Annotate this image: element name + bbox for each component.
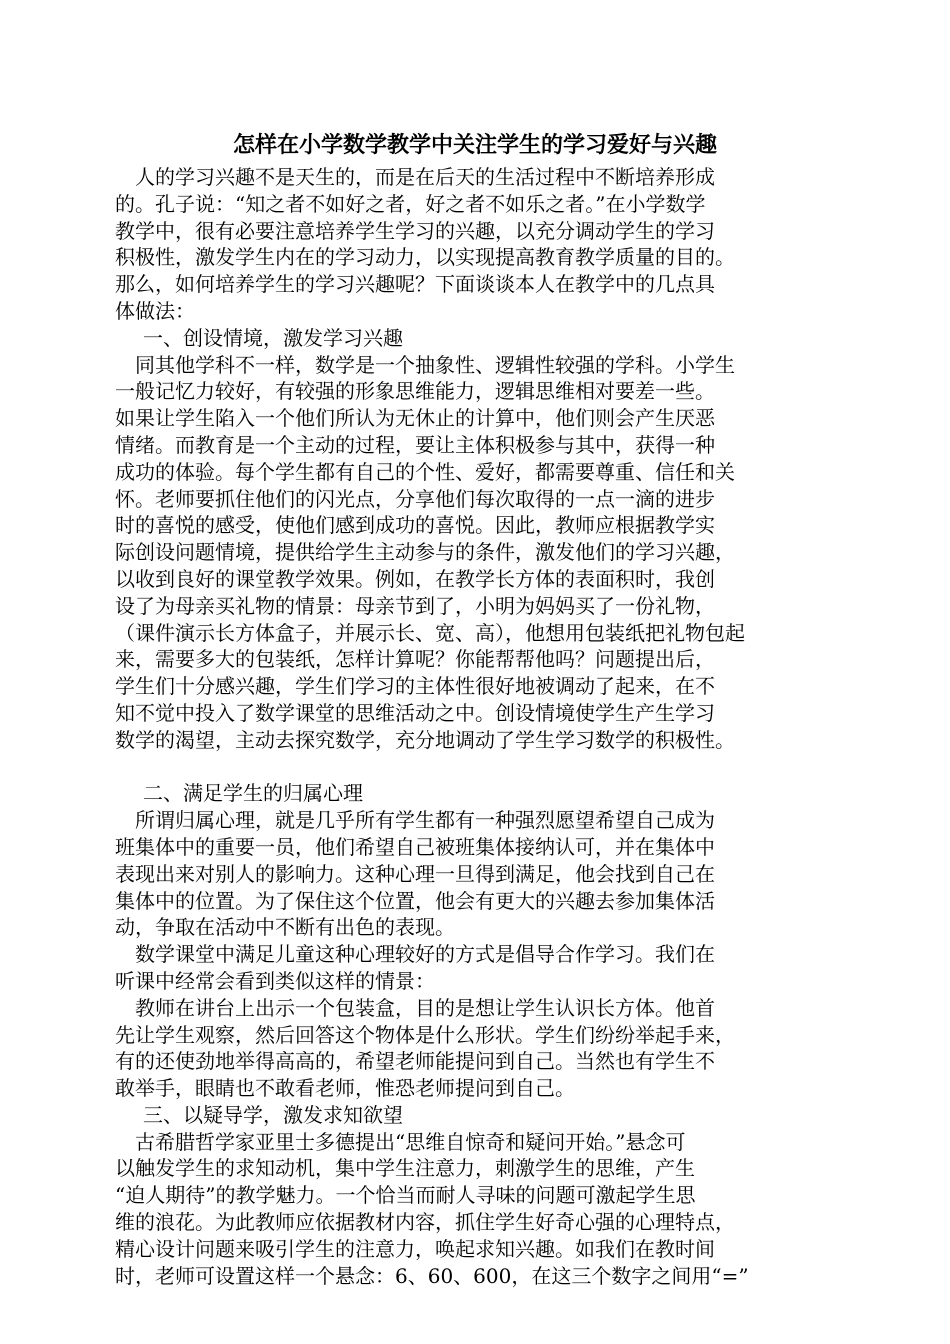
text-line: 学生们十分感兴趣，学生们学习的主体性很好地被调动了起来，在不 <box>115 674 715 699</box>
text-line: 所谓归属心理，就是几乎所有学生都有一种强烈愿望希望自己成为 <box>135 808 715 833</box>
text-line: 敢举手，眼睛也不敢看老师，惟恐老师提问到自己。 <box>115 1076 575 1101</box>
document-page <box>115 130 835 1289</box>
text-line: 体做法： <box>115 298 195 323</box>
text-line: 以收到良好的课堂教学效果。例如，在教学长方体的表面积时，我创 <box>115 566 715 591</box>
text-line: 时的喜悦的感受，使他们感到成功的喜悦。因此，教师应根据教学实 <box>115 513 715 538</box>
text-line: 时，老师可设置这样一个悬念：6、60、600，在这三个数字之间用“=” <box>115 1263 749 1288</box>
text-line: （课件演示长方体盒子，并展示长、宽、高），他想用包装纸把礼物包起 <box>115 620 745 645</box>
text-line: 成功的体验。每个学生都有自己的个性、爱好，都需要尊重、信任和关 <box>115 459 735 484</box>
text-line: 数学课堂中满足儿童这种心理较好的方式是倡导合作学习。我们在 <box>135 942 715 967</box>
text-line: 设了为母亲买礼物的情景：母亲节到了，小明为妈妈买了一份礼物， <box>115 593 715 618</box>
section-heading: 二、满足学生的归属心理 <box>143 781 363 806</box>
text-line: “迫人期待”的教学魅力。一个恰当而耐人寻味的问题可激起学生思 <box>115 1183 696 1208</box>
text-line: 数学的渴望，主动去探究数学，充分地调动了学生学习数学的积极性。 <box>115 727 735 752</box>
body-paragraph <box>115 807 835 941</box>
text-line: 情绪。而教育是一个主动的过程，要让主体积极参与其中，获得一种 <box>115 432 715 457</box>
body-paragraph <box>115 995 835 1102</box>
section-heading: 三、以疑导学，激发求知欲望 <box>143 1102 403 1127</box>
intro-paragraph <box>115 164 835 325</box>
text-line: 古希腊哲学家亚里士多德提出“思维自惊奇和疑问开始。”悬念可 <box>135 1129 686 1154</box>
text-line: 积极性，激发学生内在的学习动力，以实现提高教育教学质量的目的。 <box>115 245 735 270</box>
text-line: 来，需要多大的包装纸，怎样计算呢？你能帮帮他吗？问题提出后， <box>115 647 715 672</box>
text-line: 先让学生观察，然后回答这个物体是什么形状。学生们纷纷举起手来， <box>115 1022 735 1047</box>
text-line: 怀。老师要抓住他们的闪光点，分享他们每次取得的一点一滴的进步 <box>115 486 715 511</box>
text-line: 一般记忆力较好，有较强的形象思维能力，逻辑思维相对要差一些。 <box>115 379 715 404</box>
body-paragraph <box>115 1129 835 1290</box>
text-line: 的。孔子说：“知之者不如好之者，好之者不如乐之者。”在小学数学 <box>115 191 706 216</box>
text-line: 同其他学科不一样，数学是一个抽象性、逻辑性较强的学科。小学生 <box>135 352 735 377</box>
text-line: 有的还使劲地举得高高的，希望老师能提问到自己。当然也有学生不 <box>115 1049 715 1074</box>
text-line: 集体中的位置。为了保住这个位置，他会有更大的兴趣去参加集体活 <box>115 888 715 913</box>
blank-line <box>115 754 835 781</box>
text-line: 以触发学生的求知动机，集中学生注意力，刺激学生的思维，产生 <box>115 1156 695 1181</box>
text-line: 精心设计问题来吸引学生的注意力，唤起求知兴趣。如我们在教时间 <box>115 1236 715 1261</box>
text-line: 那么，如何培养学生的学习兴趣呢？下面谈谈本人在教学中的几点具 <box>115 272 715 297</box>
text-line: 人的学习兴趣不是天生的，而是在后天的生活过程中不断培养形成 <box>135 165 715 189</box>
body-paragraph <box>115 352 835 754</box>
text-line: 如果让学生陷入一个他们所认为无休止的计算中，他们则会产生厌恶 <box>115 406 715 431</box>
body-paragraph <box>115 941 835 995</box>
text-line: 知不觉中投入了数学课堂的思维活动之中。创设情境使学生产生学习 <box>115 700 715 725</box>
text-line: 听课中经常会看到类似这样的情景： <box>115 968 435 993</box>
text-line: 表现出来对别人的影响力。这种心理一旦得到满足，他会找到自己在 <box>115 861 715 886</box>
section-heading: 一、创设情境，激发学习兴趣 <box>143 325 403 350</box>
text-line: 班集体中的重要一员，他们希望自己被班集体接纳认可，并在集体中 <box>115 834 715 859</box>
text-line: 教学中，很有必要注意培养学生学习的兴趣，以充分调动学生的学习 <box>115 218 715 243</box>
text-line: 际创设问题情境，提供给学生主动参与的条件，激发他们的学习兴趣， <box>115 540 735 565</box>
text-line: 教师在讲台上出示一个包装盒，目的是想让学生认识长方体。他首 <box>135 995 715 1020</box>
text-line: 维的浪花。为此教师应依据教材内容，抓住学生好奇心强的心理特点， <box>115 1210 735 1235</box>
document-title: 怎样在小学数学教学中关注学生的学习爱好与兴趣 <box>232 132 717 158</box>
text-line: 动，争取在活动中不断有出色的表现。 <box>115 915 455 940</box>
